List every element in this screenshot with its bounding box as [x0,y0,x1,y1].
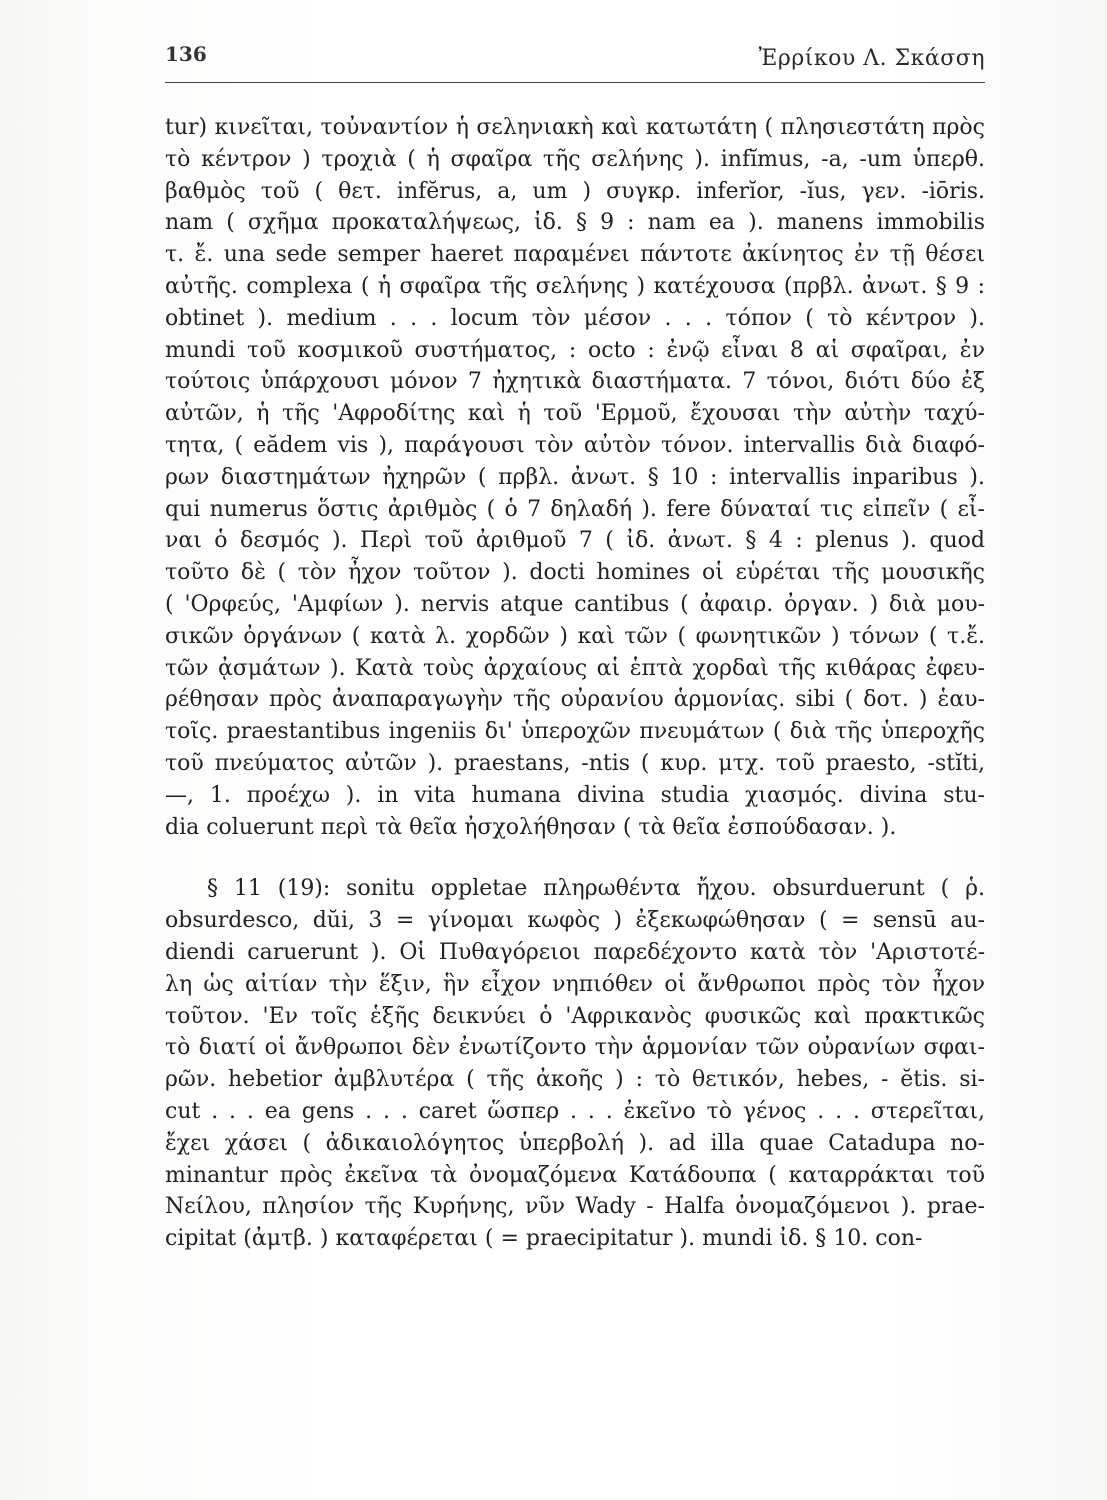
text-line: ρέθησαν πρὸς ἀναπαραγωγὴν τῆς οὐρανίου ἁρμονίας. sibi ( δοτ. ) ἑαυ- [165,687,985,713]
text-line: σικῶν ὀργάνων ( κατὰ λ. χορδῶν ) καὶ τῶν ( φωνητικῶν ) τόνων ( τ.ἔ. [165,623,985,649]
body-text [165,112,985,1255]
text-line: cipitat (ἀμτβ. ) καταφέρεται ( = praecipitatur ). mundi ἰδ. § 10. con- [165,1226,923,1252]
text-line: ρῶν. hebetior ἀμβλυτέρα ( τῆς ἀκοῆς ) : τὸ θετικόν, hebes, - ĕtis. si- [165,1067,985,1093]
text-line: —, 1. προέχω ). in vita humana divina studia χιασμός. divina stu- [165,782,985,808]
running-head: Ἐρρίκου Λ. Σκάσση [758,46,985,71]
text-line: αὐτῶν, ἡ τῆς 'Αφροδίτης καὶ ἡ τοῦ 'Ερμοῦ, ἔχουσαι τὴν αὐτὴν ταχύ- [165,401,985,427]
text-line: qui numerus ὅστις ἀριθμὸς ( ὁ 7 δηλαδή ). fere δύναταί τις εἰπεῖν ( εἶ- [165,496,985,522]
text-line: ( 'Ορφεύς, 'Αμφίων ). nervis atque cantibus ( ἀφαιρ. ὀργαν. ) διὰ μου- [165,591,985,617]
page-number: 136 [165,42,207,66]
text-line: obtinet ). medium . . . locum τὸν μέσον . . . τόπον ( τὸ κέντρον ). [165,305,985,331]
text-line: minantur πρὸς ἐκεῖνα τὰ ὀνομαζόμενα Κατάδουπα ( καταρράκται τοῦ [165,1162,985,1188]
text-line: mundi τοῦ κοσμικοῦ συστήματος, : octo : ἐνῷ εἶναι 8 αἱ σφαῖραι, ἐν [165,337,985,363]
text-line: dia coluerunt περὶ τὰ θεῖα ἠσχολήθησαν ( τὰ θεῖα ἐσπούδασαν. ). [165,814,897,840]
text-line: τοῦτον. 'Εν τοῖς ἑξῆς δεικνύει ὁ 'Αφρικανὸς φυσικῶς καὶ πρακτικῶς [165,1003,985,1029]
text-line: τοῖς. praestantibus ingeniis δι' ὑπεροχῶν πνευμάτων ( διὰ τῆς ὑπεροχῆς [165,719,985,745]
text-line: ναι ὁ δεσμός ). Περὶ τοῦ ἀριθμοῦ 7 ( ἰδ. ἀνωτ. § 4 : plenus ). quod [165,528,985,554]
text-line: τῶν ᾀσμάτων ). Κατὰ τοὺς ἀρχαίους αἱ ἑπτὰ χορδαὶ τῆς κιθάρας ἐφευ- [165,655,985,681]
text-line: τητα, ( eădem vis ), παράγουσι τὸν αὐτὸν τόνον. intervallis διὰ διαφό- [165,432,985,458]
text-line: τοῦ πνεύματος αὐτῶν ). praestans, -ntis ( κυρ. μτχ. τοῦ praesto, -stĭti, [165,750,985,776]
text-line: diendi caruerunt ). Οἱ Πυθαγόρειοι παρεδέχοντο κατὰ τὸν 'Αριστοτέ- [165,939,985,965]
text-line: τ. ἔ. una sede semper haeret παραμένει πάντοτε ἀκίνητος ἐν τῇ θέσει [165,242,985,268]
text-line: αὐτῆς. complexa ( ἡ σφαῖρα τῆς σελήνης ) κατέχουσα (πρβλ. ἀνωτ. § 9 : [165,273,985,299]
text-line: § 11 (19): sonitu oppletae πληρωθέντα ἤχου. obsurduerunt ( ῥ. [207,876,985,902]
text-line: obsurdesco, dŭi, 3 = γίνομαι κωφὸς ) ἐξεκωφώθησαν ( = sensū au- [165,908,985,934]
text-line: cut . . . ea gens . . . caret ὥσπερ . . . ἐκεῖνο τὸ γένος . . . στερεῖται, [165,1098,985,1124]
header-rule [165,82,985,83]
text-line: τούτοις ὑπάρχουσι μόνον 7 ἠχητικὰ διαστήματα. 7 τόνοι, διότι δύο ἐξ [165,369,985,395]
text-line: τοῦτο δὲ ( τὸν ἦχον τοῦτον ). docti homines οἱ εὑρέται τῆς μουσικῆς [165,560,985,586]
text-line: tur) κινεῖται, τοὐναντίον ἡ σεληνιακὴ καὶ κατωτάτη ( πλησιεστάτη πρὸς [165,115,985,140]
paragraph-section-11 [165,873,985,1255]
text-line: Νείλου, πλησίον τῆς Κυρήνης, νῦν Wady - Halfa ὀνομαζόμενοι ). prae- [165,1194,985,1220]
paragraph-section-10 [165,112,985,843]
page-header [165,40,985,80]
text-line: τὸ κέντρον ) τροχιὰ ( ἡ σφαῖρα τῆς σελήνης ). infĭmus, -a, -um ὑπερθ. [165,146,985,172]
text-line: βαθμὸς τοῦ ( θετ. infĕrus, a, um ) συγκρ. inferĭor, -ĭus, γεν. -iōris. [165,178,985,204]
text-line: λη ὡς αἰτίαν τὴν ἕξιν, ἣν εἶχον νηπιόθεν οἱ ἄνθρωποι πρὸς τὸν ἦχον [165,971,985,997]
text-line: ἔχει χάσει ( ἀδικαιολόγητος ὑπερβολή ). ad illa quae Catadupa no- [165,1130,985,1156]
text-line: nam ( σχῆμα προκαταλήψεως, ἰδ. § 9 : nam ea ). manens immobilis [165,210,985,236]
text-line: ρων διαστημάτων ἠχηρῶν ( πρβλ. ἀνωτ. § 10 : intervallis inparibus ). [165,464,985,490]
text-line: τὸ διατί οἱ ἄνθρωποι δὲν ἐνωτίζοντο τὴν ἁρμονίαν τῶν οὐρανίων σφαι- [165,1035,985,1061]
